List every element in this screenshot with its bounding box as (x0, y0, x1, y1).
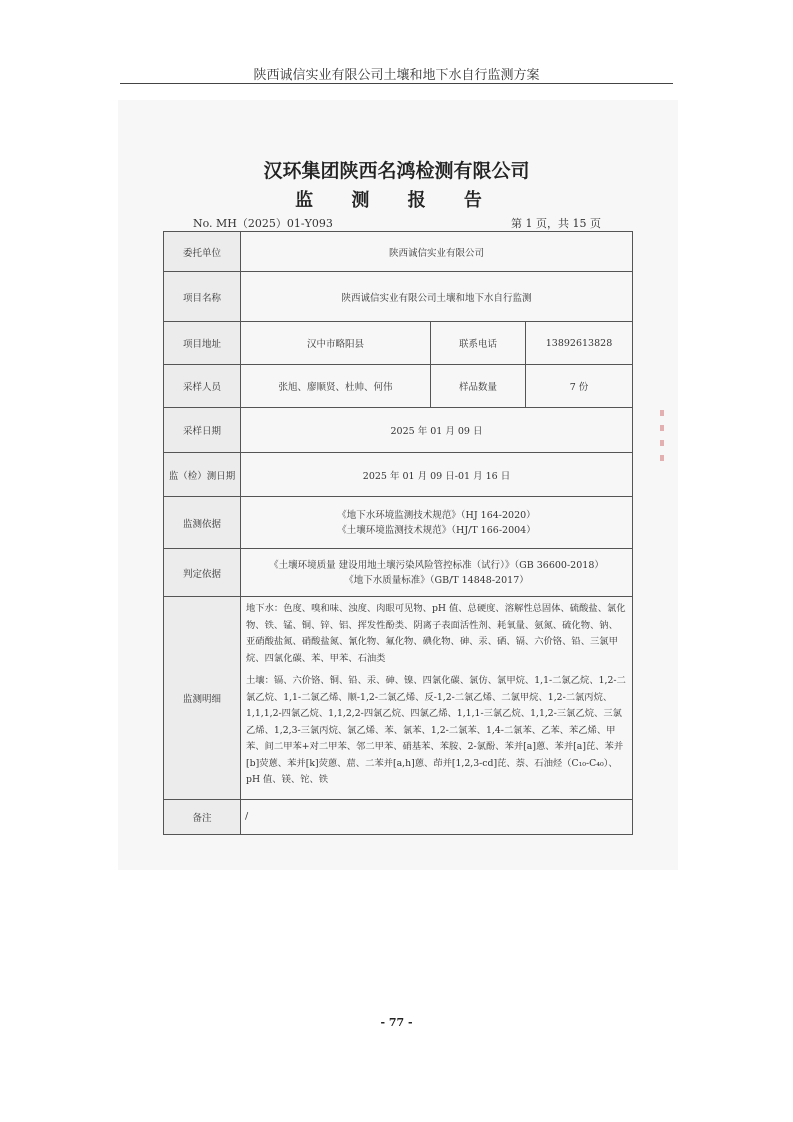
samplers-label: 采样人员 (164, 365, 241, 408)
header-divider (120, 83, 673, 84)
report-page-info: 第 1 页，共 15 页 (511, 217, 601, 230)
row-project (164, 272, 633, 322)
address-label: 项目地址 (164, 322, 241, 365)
criteria-line-1: 《土壤环境质量 建设用地土壤污染风险管控标准（试行）》（GB 36600-2018） (269, 559, 604, 571)
document-header-title: 陕西诚信实业有限公司土壤和地下水自行监测方案 (253, 68, 540, 83)
row-samplers (164, 365, 633, 408)
sampling-date-value: 2025 年 01 月 09 日 (241, 408, 633, 453)
basis-value (241, 497, 633, 549)
basis-line-1: 《地下水环境监测技术规范》（HJ 164-2020） (337, 509, 536, 521)
details-label: 监测明细 (164, 597, 241, 800)
report-title: 监 测 报 告 (295, 190, 498, 211)
row-remarks (164, 799, 633, 834)
report-number: No. MH（2025）01-Y093 (193, 217, 333, 230)
basis-line-2: 《土壤环境监测技术规范》（HJ/T 166-2004） (337, 524, 536, 536)
row-monitoring-basis (164, 497, 633, 549)
groundwater-items: 地下水：色度、嗅和味、浊度、肉眼可见物、pH 值、总硬度、溶解性总固体、硫酸盐、氯化物、铁、锰、铜、锌、铝、挥发性酚类、阴离子表面活性剂、耗氧量、氨氮、硫化物、钠、亚硝酸盐氮、硝酸盐氮、氰化物、氟化物、碘化物、砷、汞、硒、镉、六价铬、铅、三氯甲烷、四氯化碳、苯、甲苯、石油类 (246, 603, 626, 664)
samplers-value: 张旭、廖顺贤、杜帅、何伟 (241, 365, 431, 408)
remarks-label: 备注 (164, 799, 241, 834)
criteria-line-2: 《地下水质量标准》（GB/T 14848-2017） (344, 574, 529, 586)
phone-label: 联系电话 (431, 322, 526, 365)
soil-items: 土壤：镉、六价铬、铜、铅、汞、砷、镍、四氯化碳、氯仿、氯甲烷、1,1-二氯乙烷、1,2-二氯乙烷、1,1-二氯乙烯、顺-1,2-二氯乙烯、反-1,2-二氯乙烯、二氯甲烷、1,2-二氯丙烷、1,1,1,2-四氯乙烷、1,1,2,2-四氯乙烷、四氯乙烯、1,1,1-三氯乙烷、1,1,2-三氯乙烷、三氯乙烯、1,2,3-三氯丙烷、氯乙烯、苯、氯苯、1,2-二氯苯、1,4-二氯苯、乙苯、苯乙烯、甲苯、间二甲苯+对二甲苯、邻二甲苯、硝基苯、苯胺、2-氯酚、苯并[a]蒽、苯并[a]芘、苯并[b]荧蒽、苯并[k]荧蒽、䓛、二苯并[a,h]蒽、茚并[1,2,3-cd]芘、萘、石油烃（C₁₀-C₄₀）、pH 值、镁、铊、铁 (246, 675, 626, 785)
row-monitoring-details (164, 597, 633, 800)
report-info-table (163, 231, 633, 835)
client-label: 委托单位 (164, 232, 241, 272)
criteria-label: 判定依据 (164, 549, 241, 597)
details-value (241, 597, 633, 800)
test-date-value: 2025 年 01 月 09 日-01 月 16 日 (241, 453, 633, 497)
phone-value: 13892613828 (526, 322, 633, 365)
page-number: - 77 - (380, 1016, 413, 1029)
row-address (164, 322, 633, 365)
row-test-date (164, 453, 633, 497)
row-client (164, 232, 633, 272)
sampling-date-label: 采样日期 (164, 408, 241, 453)
sample-qty-value: 7 份 (526, 365, 633, 408)
row-sampling-date (164, 408, 633, 453)
row-criteria (164, 549, 633, 597)
client-value: 陕西诚信实业有限公司 (241, 232, 633, 272)
project-value: 陕西诚信实业有限公司土壤和地下水自行监测 (241, 272, 633, 322)
test-date-label: 监（检）测日期 (164, 453, 241, 497)
remarks-value: / (241, 799, 633, 834)
seal-edge-marks (660, 410, 668, 470)
company-name: 汉环集团陕西名鸿检测有限公司 (263, 160, 530, 182)
project-label: 项目名称 (164, 272, 241, 322)
criteria-value (241, 549, 633, 597)
address-value: 汉中市略阳县 (241, 322, 431, 365)
basis-label: 监测依据 (164, 497, 241, 549)
sample-qty-label: 样品数量 (431, 365, 526, 408)
